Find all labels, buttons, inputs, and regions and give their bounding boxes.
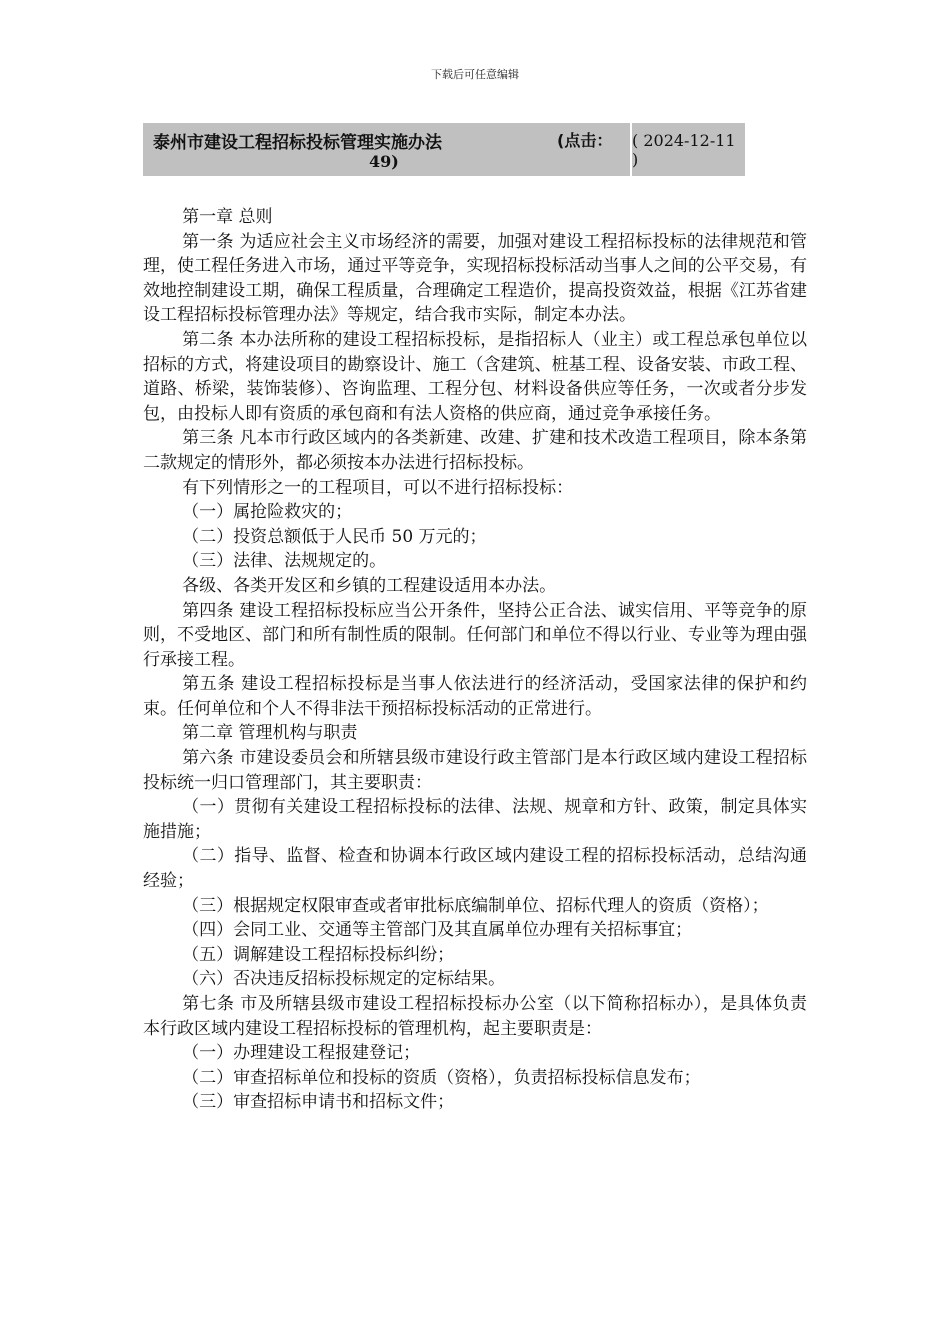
list-item: （三）法律、法规规定的。 xyxy=(182,551,387,572)
document-title: 泰州市建设工程招标投标管理实施办法 xyxy=(153,133,442,153)
paragraph: 第四条 建设工程招标投标应当公开条件，坚持公正合法、诚实信用、平等竞争的原则，不受地区、部门和所有制性质的限制。任何部门和单位不得以行业、专业等为理由强行承接工程。 xyxy=(143,600,807,670)
date-cell xyxy=(632,123,745,176)
list-item: （一）办理建设工程报建登记； xyxy=(182,1043,421,1064)
paragraph: 第三条 凡本市行政区域内的各类新建、改建、扩建和技术改造工程项目，除本条第二款规定的情形外，都必须按本办法进行招标投标。 xyxy=(143,428,807,473)
list-item: （二）指导、监督、检查和协调本行政区域内建设工程的招标投标活动，总结沟通经验； xyxy=(143,846,807,892)
paragraph: 第一条 为适应社会主义市场经济的需要，加强对建设工程招标投标的法律规范和管理，使工程任务进入市场，通过平等竞争，实现招标投标活动当事人之间的公平交易，有效地控制建设工期，确保工程质量，合理确定工程造价，提高投资效益，根据《江苏省建设工程招标投标管理办法》等规定，结合我市实际，制定本办法。 xyxy=(143,231,807,326)
clicks-count: 49) xyxy=(369,152,399,171)
paragraph: 第二条 本办法所称的建设工程招标投标，是指招标人（业主）或工程总承包单位以招标的方式，将建设项目的勘察设计、施工（含建筑、桩基工程、设备安装、市政工程、道路、桥梁，装饰装修）、咨询监理、工程分包、材料设备供应等任务，一次或者分步发包，由投标人即有资质的承包商和有法人资格的供应商，通过竞争承接任务。 xyxy=(143,329,807,424)
list-item: （一）属抢险救灾的； xyxy=(182,502,353,523)
header-note: 下载后可任意编辑 xyxy=(431,68,519,81)
list-item: （二）审查招标单位和投标的资质（资格），负责招标投标信息发布； xyxy=(182,1067,701,1088)
paragraph: 第六条 市建设委员会和所辖县级市建设行政主管部门是本行政区域内建设工程招标投标统一归口管理部门，其主要职责： xyxy=(143,748,807,793)
paragraph: 有下列情形之一的工程项目，可以不进行招标投标： xyxy=(182,477,574,498)
list-item: （三）审查招标申请书和招标文件； xyxy=(182,1092,455,1113)
list-item: （一）贯彻有关建设工程招标投标的法律、法规、规章和方针、政策，制定具体实施措施； xyxy=(143,797,807,842)
list-item: （五）调解建设工程招标投标纠纷； xyxy=(182,944,455,965)
title-cell xyxy=(143,123,630,176)
list-item: （六）否决违反招标投标规定的定标结果。 xyxy=(182,969,506,990)
publish-date: ( 2024-12-11 ) xyxy=(632,130,736,169)
title-table xyxy=(143,123,745,176)
chapter-heading: 第一章 总则 xyxy=(182,207,273,227)
list-item: （四）会同工业、交通等主管部门及其直属单位办理有关招标事宜； xyxy=(182,920,693,941)
paragraph: 各级、各类开发区和乡镇的工程建设适用本办法。 xyxy=(182,575,557,596)
list-item: （三）根据规定权限审查或者审批标底编制单位、招标代理人的资质（资格）； xyxy=(182,895,769,916)
list-item: （二）投资总额低于人民币 50 万元的； xyxy=(182,526,487,547)
document-body xyxy=(143,205,807,1115)
paragraph: 第七条 市及所辖县级市建设工程招标投标办公室（以下简称招标办），是具体负责本行政区域内建设工程招标投标的管理机构，起主要职责是： xyxy=(143,994,807,1039)
chapter-heading: 第二章 管理机构与职责 xyxy=(182,723,358,744)
paragraph: 第五条 建设工程招标投标是当事人依法进行的经济活动，受国家法律的保护和约束。任何单位和个人不得非法干预招标投标活动的正常进行。 xyxy=(143,674,807,719)
clicks-label: (点击： xyxy=(557,131,613,150)
